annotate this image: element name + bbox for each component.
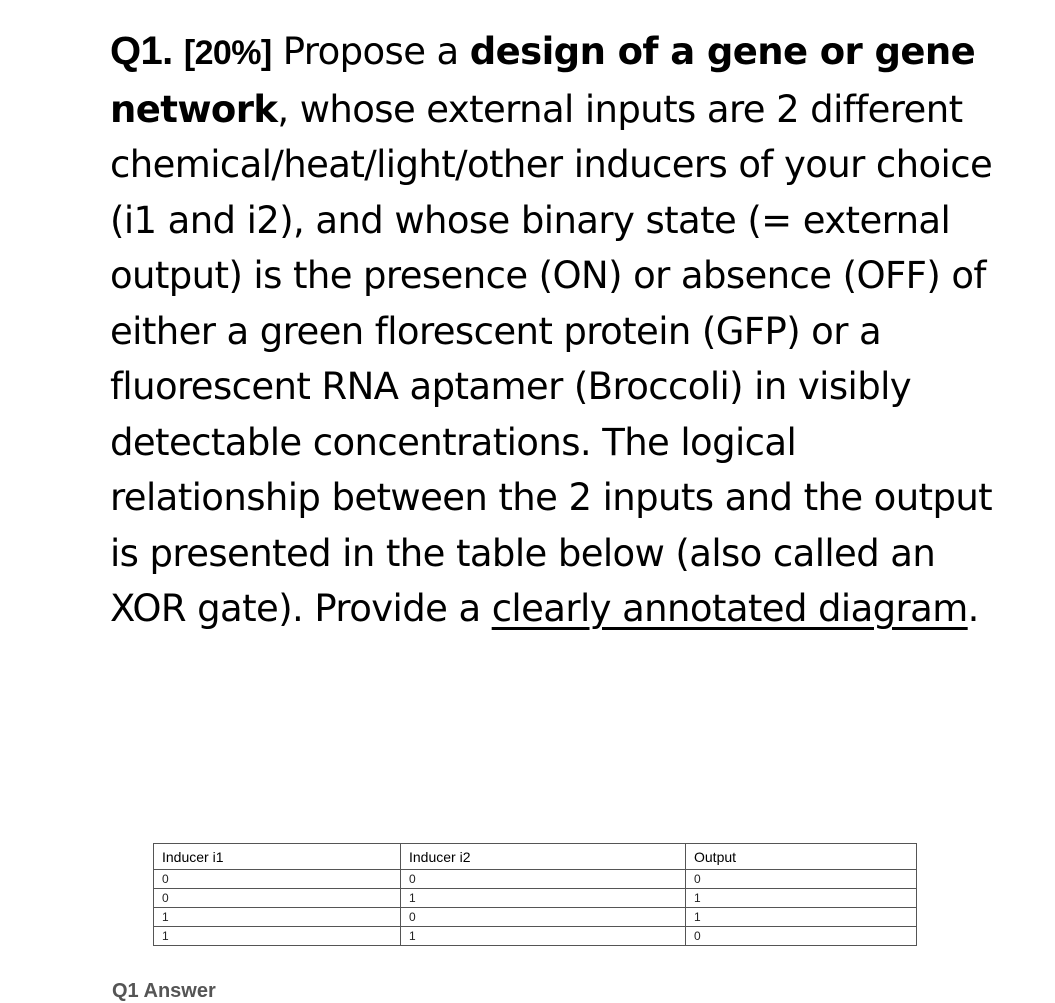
header-output: Output bbox=[686, 844, 917, 870]
question-number: Q1. bbox=[110, 29, 173, 73]
table-row bbox=[154, 927, 917, 946]
cell: 0 bbox=[686, 927, 917, 946]
xor-truth-table bbox=[153, 843, 917, 946]
question-weight: [20%] bbox=[183, 34, 272, 72]
table-row bbox=[154, 889, 917, 908]
question-underlined: clearly annotated diagram bbox=[491, 587, 968, 630]
cell: 1 bbox=[401, 889, 686, 908]
table-row bbox=[154, 908, 917, 927]
cell: 1 bbox=[401, 927, 686, 946]
question-part: , whose external inputs are 2 different chemical/heat/light/other inducers of your choice (i1 and i2), and whose binary state (= external output) is the presence (ON) or absence (OFF) of either a green florescent protein (GFP) or a fluorescent RNA aptamer (Broccoli) in visibly detectable concentrations. The logical relationship between the 2 inputs and the output is presented in the table below (also called an XOR gate). Provide a bbox=[110, 87, 993, 630]
cell: 0 bbox=[401, 870, 686, 889]
cell: 0 bbox=[154, 870, 401, 889]
cell: 0 bbox=[401, 908, 686, 927]
cell: 1 bbox=[154, 908, 401, 927]
answer-heading: Q1 Answer bbox=[112, 980, 216, 1002]
cell: 1 bbox=[686, 908, 917, 927]
header-inducer-i1: Inducer i1 bbox=[154, 844, 401, 870]
question-text bbox=[110, 24, 1010, 637]
table-header-row bbox=[154, 844, 917, 870]
table-row bbox=[154, 870, 917, 889]
cell: 0 bbox=[154, 889, 401, 908]
cell: 0 bbox=[686, 870, 917, 889]
question-bold: design of a gene or gene network bbox=[110, 30, 976, 131]
header-inducer-i2: Inducer i2 bbox=[401, 844, 686, 870]
cell: 1 bbox=[686, 889, 917, 908]
question-part: . bbox=[967, 587, 979, 630]
question-part: Propose a bbox=[271, 30, 470, 73]
cell: 1 bbox=[154, 927, 401, 946]
